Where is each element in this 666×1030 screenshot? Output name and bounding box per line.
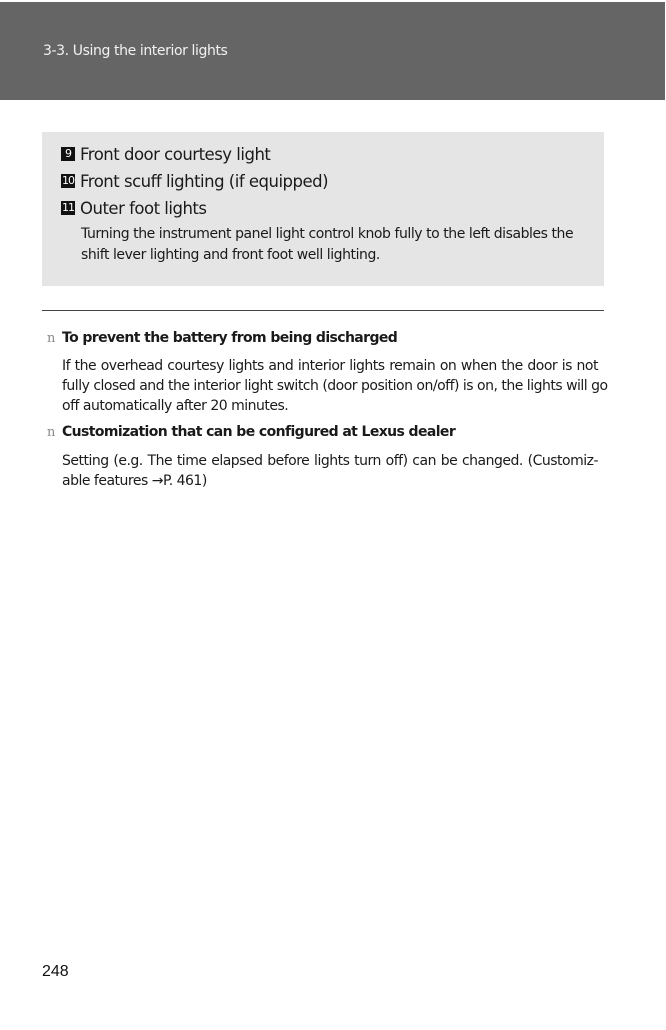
item-number-badge: 10 [62, 174, 74, 187]
square-bullet-icon: n [47, 425, 56, 440]
section-header-band [0, 2, 665, 100]
legend-item [61, 171, 328, 191]
light-legend-box [42, 132, 604, 286]
section-heading-customization [47, 424, 455, 440]
legend-note [81, 224, 596, 266]
item-label: Outer foot lights [80, 198, 207, 218]
section-body-battery [62, 356, 608, 416]
section-title: 3-3. Using the interior lights [43, 43, 228, 59]
body-line: If the overhead courtesy lights and interior lights remain on when the door is not [62, 358, 598, 374]
item-label: Front scuff lighting (if equipped) [80, 171, 329, 191]
section-heading-battery [47, 330, 397, 346]
section-heading-text: Customization that can be configured at Lexus dealer [62, 424, 456, 440]
legend-item [61, 198, 206, 218]
body-line: off automatically after 20 minutes. [62, 398, 289, 414]
note-line: shift lever lighting and front foot well lighting. [81, 247, 380, 263]
body-line: Setting (e.g. The time elapsed before lights turn off) can be changed. (Customiz- [62, 453, 598, 469]
page-number: 248 [42, 963, 69, 980]
body-line: able features →P. 461) [62, 473, 207, 489]
section-heading-text: To prevent the battery from being discharged [62, 330, 398, 346]
square-bullet-icon: n [47, 331, 56, 346]
legend-item [61, 144, 270, 164]
item-label: Front door courtesy light [80, 144, 271, 164]
item-number-badge: 11 [62, 201, 74, 214]
item-number-badge: 9 [61, 147, 75, 161]
note-line: Turning the instrument panel light control knob fully to the left disables the [81, 226, 574, 242]
section-body-customization [62, 451, 598, 491]
section-divider [42, 310, 604, 311]
body-line: fully closed and the interior light switch (door position on/off) is on, the lights will go [62, 378, 608, 394]
